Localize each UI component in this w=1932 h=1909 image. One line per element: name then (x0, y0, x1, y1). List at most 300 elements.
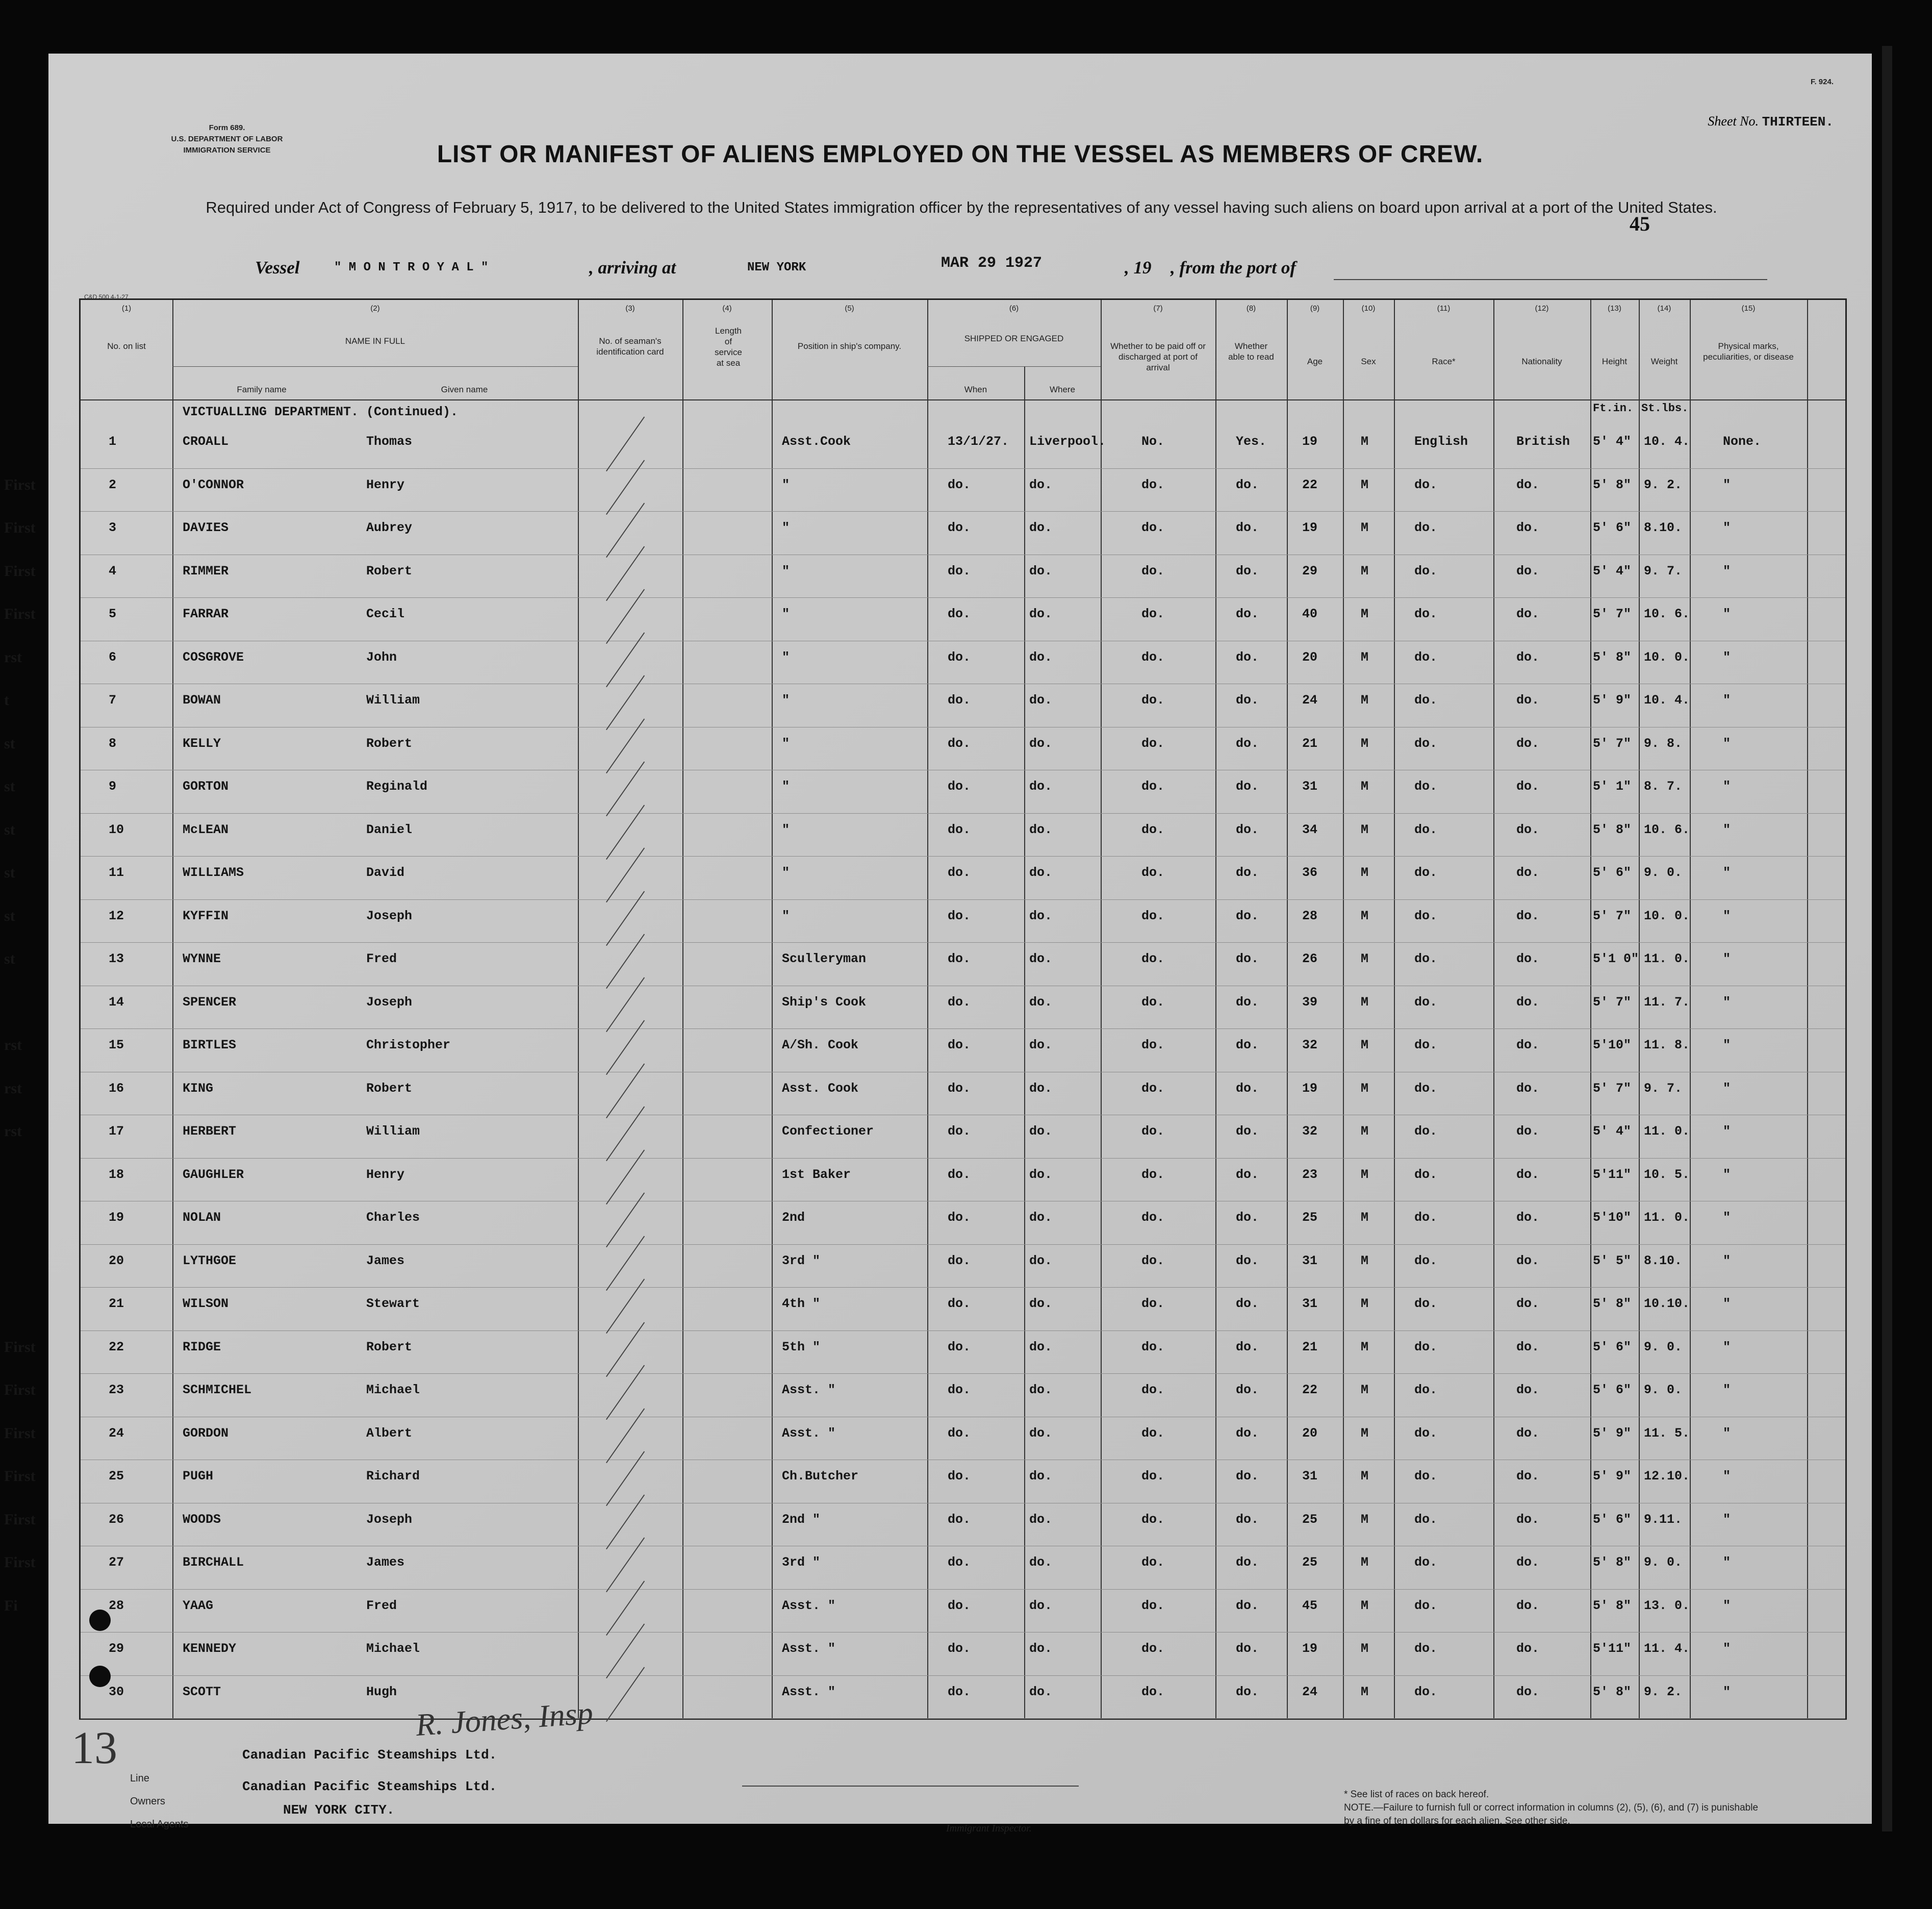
age: 25 (1302, 1210, 1318, 1225)
family-name: YAAG (183, 1598, 214, 1613)
physical-marks: " (1723, 736, 1731, 751)
col-head-10: Sex (1361, 357, 1376, 366)
physical-marks: " (1723, 1124, 1731, 1139)
row-number: 13 (109, 951, 124, 966)
given-name: Hugh (366, 1684, 397, 1699)
table-row (81, 856, 1845, 900)
age: 25 (1302, 1555, 1318, 1570)
family-name: BIRCHALL (183, 1555, 244, 1570)
able-to-read: do. (1236, 1383, 1259, 1397)
row-number: 9 (109, 779, 117, 794)
position: " (782, 520, 790, 535)
row-number: 15 (109, 1038, 124, 1052)
height: 5' 9" (1593, 1469, 1632, 1484)
race: do. (1414, 951, 1438, 966)
able-to-read: do. (1236, 1081, 1259, 1096)
shipped-when: do. (948, 1641, 971, 1656)
margin-annotation: First (4, 1468, 36, 1485)
sex: M (1361, 779, 1369, 794)
nationality: do. (1516, 1253, 1540, 1268)
nationality: do. (1516, 563, 1540, 579)
nationality: do. (1516, 779, 1540, 794)
col-num-14: (14) (1657, 304, 1671, 313)
position: 4th " (782, 1296, 821, 1311)
physical-marks: " (1723, 1253, 1731, 1268)
age: 45 (1302, 1598, 1318, 1613)
col-num-1: (1) (121, 304, 132, 313)
age: 19 (1302, 434, 1318, 449)
family-name: BOWAN (183, 693, 221, 708)
given-name: Albert (366, 1425, 413, 1441)
service: IMMIGRATION SERVICE (183, 146, 271, 155)
check-mark-icon (606, 848, 645, 903)
col-num-5: (5) (845, 304, 854, 313)
able-to-read: do. (1236, 1598, 1259, 1613)
check-mark-icon (606, 805, 645, 860)
paid-off: do. (1141, 1512, 1165, 1527)
table-row (81, 597, 1845, 641)
given-name: Michael (366, 1383, 420, 1397)
shipped-when: do. (948, 1253, 971, 1268)
position: Asst. Cook (782, 1081, 859, 1096)
age: 28 (1302, 908, 1318, 923)
family-name: FARRAR (183, 607, 229, 621)
family-name: WYNNE (183, 951, 221, 966)
shipped-where: do. (1029, 477, 1053, 492)
position: Asst.Cook (782, 434, 851, 449)
shipped-when: do. (948, 520, 971, 535)
paid-off: do. (1141, 1598, 1165, 1613)
age: 36 (1302, 865, 1318, 880)
paid-off: do. (1141, 1555, 1165, 1570)
check-mark-icon (606, 675, 645, 731)
col-num-13: (13) (1608, 304, 1621, 313)
physical-marks: " (1723, 865, 1731, 880)
nationality: do. (1516, 736, 1540, 751)
shipped-when: do. (948, 1684, 971, 1699)
small-code: C&D 500 4-1-27 (84, 293, 129, 300)
shipped-where: do. (1029, 865, 1053, 880)
weight: 10. 6. (1644, 822, 1690, 837)
nationality: do. (1516, 951, 1540, 966)
paid-off: do. (1141, 1210, 1165, 1225)
nationality: do. (1516, 1425, 1540, 1441)
given-name: Robert (366, 563, 413, 579)
margin-annotation: rst (4, 1079, 22, 1097)
col-num-10: (10) (1361, 304, 1376, 313)
margin-annotation: st (4, 907, 15, 924)
inspector-line (742, 1786, 1079, 1787)
shipped-where: do. (1029, 1038, 1053, 1052)
given-name: Henry (366, 477, 405, 492)
scan-edge (1882, 46, 1892, 1831)
shipped-when: do. (948, 1555, 971, 1570)
height: 5'1 0" (1593, 951, 1639, 966)
row-number: 10 (109, 822, 124, 837)
paid-off: do. (1141, 607, 1165, 621)
able-to-read: do. (1236, 563, 1259, 579)
shipped-where: do. (1029, 1383, 1053, 1397)
shipped-where: do. (1029, 1124, 1053, 1139)
physical-marks: " (1723, 1425, 1731, 1441)
form-code: F. 924. (1810, 78, 1834, 86)
given-name: David (366, 865, 405, 880)
family-name: SCOTT (183, 1684, 221, 1699)
shipped-when: do. (948, 908, 971, 923)
margin-annotation: First (4, 1381, 36, 1398)
family-name: NOLAN (183, 1210, 221, 1225)
margin-annotation: rst (4, 1037, 22, 1053)
shipped-where: Liverpool. (1029, 434, 1106, 449)
margin-annotation: First (4, 519, 36, 536)
col-head-12: Nationality (1521, 357, 1562, 366)
race: do. (1414, 1124, 1438, 1139)
height: 5' 8" (1593, 649, 1632, 665)
given-name: Henry (366, 1167, 405, 1182)
paid-off: do. (1141, 1296, 1165, 1311)
position: Asst. " (782, 1425, 836, 1441)
shipped-when: do. (948, 1296, 971, 1311)
row-number: 28 (109, 1598, 124, 1613)
height: 5' 8" (1593, 1296, 1632, 1311)
able-to-read: do. (1236, 1296, 1259, 1311)
race: do. (1414, 520, 1438, 535)
row-number: 12 (109, 908, 124, 923)
age: 29 (1302, 563, 1318, 579)
physical-marks: " (1723, 563, 1731, 579)
age: 20 (1302, 1425, 1318, 1441)
paid-off: do. (1141, 1081, 1165, 1096)
able-to-read: do. (1236, 1555, 1259, 1570)
weight: 11. 0. (1644, 1210, 1690, 1225)
given-name: Aubrey (366, 520, 413, 535)
vessel-value: " M O N T R O Y A L " (334, 261, 489, 274)
family-name: McLEAN (183, 822, 229, 837)
margin-annotation: First (4, 1511, 36, 1528)
height: 5' 7" (1593, 736, 1632, 751)
table-row (81, 1158, 1845, 1202)
nationality: do. (1516, 865, 1540, 880)
margin-annotation: First (4, 562, 36, 580)
shipped-when: do. (948, 1339, 971, 1354)
shipped-when: 13/1/27. (948, 434, 1009, 449)
age: 32 (1302, 1124, 1318, 1139)
height: 5' 8" (1593, 1598, 1632, 1613)
position: 2nd (782, 1210, 805, 1225)
height: 5' 7" (1593, 607, 1632, 621)
given-name: Robert (366, 736, 413, 751)
shipped-where: do. (1029, 908, 1053, 923)
given-name: Thomas (366, 434, 413, 449)
position: A/Sh. Cook (782, 1038, 859, 1052)
position: 3rd " (782, 1253, 821, 1268)
given-name: Michael (366, 1641, 420, 1656)
owners-value: Canadian Pacific Steamships Ltd. (242, 1779, 497, 1794)
col-num-9: (9) (1310, 304, 1320, 313)
sex: M (1361, 865, 1369, 880)
check-mark-icon (606, 1365, 645, 1420)
race: do. (1414, 1038, 1438, 1052)
paid-off: do. (1141, 1253, 1165, 1268)
age: 22 (1302, 1383, 1318, 1397)
nationality: do. (1516, 822, 1540, 837)
physical-marks: " (1723, 1167, 1731, 1182)
age: 31 (1302, 779, 1318, 794)
sex: M (1361, 1124, 1369, 1139)
family-name: KELLY (183, 736, 221, 751)
shipped-when: do. (948, 822, 971, 837)
shipped-where: do. (1029, 520, 1053, 535)
paid-off: do. (1141, 951, 1165, 966)
line-value: Canadian Pacific Steamships Ltd. (242, 1747, 497, 1763)
margin-annotation: rst (4, 1123, 22, 1140)
height: 5' 8" (1593, 1555, 1632, 1570)
date-stamp: MAR 29 1927 (941, 255, 1043, 272)
race: do. (1414, 1167, 1438, 1182)
nationality: do. (1516, 994, 1540, 1010)
able-to-read: do. (1236, 1253, 1259, 1268)
table-row (81, 1503, 1845, 1547)
race: do. (1414, 779, 1438, 794)
weight: 9. 0. (1644, 1383, 1683, 1397)
given-name: Joseph (366, 908, 413, 923)
shipped-when: do. (948, 693, 971, 708)
shipped-when: do. (948, 951, 971, 966)
family-name: KYFFIN (183, 908, 229, 923)
given-name: Fred (366, 951, 397, 966)
sex: M (1361, 1167, 1369, 1182)
race: do. (1414, 1641, 1438, 1656)
able-to-read: do. (1236, 1469, 1259, 1484)
sex: M (1361, 951, 1369, 966)
age: 31 (1302, 1469, 1318, 1484)
position: " (782, 563, 790, 579)
shipped-where: do. (1029, 1641, 1053, 1656)
nationality: do. (1516, 1210, 1540, 1225)
paid-off: do. (1141, 865, 1165, 880)
table-row (81, 555, 1845, 598)
given-name: Cecil (366, 607, 405, 621)
row-number: 5 (109, 607, 117, 621)
table-row (81, 727, 1845, 771)
sheet-number (1619, 114, 1834, 130)
paid-off: do. (1141, 1383, 1165, 1397)
nationality: do. (1516, 1555, 1540, 1570)
col-head-4: Length of service at sea (715, 326, 742, 368)
age: 34 (1302, 822, 1318, 837)
col-head-3: No. of seaman's identification card (596, 336, 664, 357)
paid-off: do. (1141, 822, 1165, 837)
shipped-when: do. (948, 1210, 971, 1225)
row-number: 20 (109, 1253, 124, 1268)
physical-marks: " (1723, 1598, 1731, 1613)
weight: 12.10. (1644, 1469, 1690, 1484)
weight: 10. 4. (1644, 434, 1690, 449)
weight: 11. 0. (1644, 1124, 1690, 1139)
family-name: KENNEDY (183, 1641, 237, 1656)
height: 5' 6" (1593, 520, 1632, 535)
height: 5' 9" (1593, 693, 1632, 708)
given-name: Stewart (366, 1296, 420, 1311)
nationality: do. (1516, 693, 1540, 708)
inspector-label: Immigrant Inspector. (946, 1823, 1032, 1834)
shipped-where: do. (1029, 951, 1053, 966)
table-row (81, 1201, 1845, 1245)
physical-marks: " (1723, 1339, 1731, 1354)
height: 5' 4" (1593, 434, 1632, 449)
family-name: WOODS (183, 1512, 221, 1527)
check-mark-icon (606, 977, 645, 1032)
row-number: 26 (109, 1512, 124, 1527)
race: do. (1414, 1253, 1438, 1268)
height: 5' 7" (1593, 994, 1632, 1010)
col-head-1: No. on list (107, 341, 146, 351)
note-star: * See list of races on back hereof. (1344, 1789, 1489, 1800)
table-row (81, 1675, 1845, 1719)
able-to-read: do. (1236, 994, 1259, 1010)
sex: M (1361, 563, 1369, 579)
paid-off: do. (1141, 1339, 1165, 1354)
paid-off: do. (1141, 693, 1165, 708)
height: 5' 8" (1593, 1684, 1632, 1699)
age: 31 (1302, 1253, 1318, 1268)
physical-marks: " (1723, 693, 1731, 708)
weight: 10. 6. (1644, 607, 1690, 621)
given-name: James (366, 1253, 405, 1268)
shipped-where: do. (1029, 1210, 1053, 1225)
able-to-read: do. (1236, 693, 1259, 708)
nationality: do. (1516, 607, 1540, 621)
name-subdivider (172, 366, 578, 367)
family-name: CROALL (183, 434, 229, 449)
col-num-12: (12) (1535, 304, 1549, 313)
able-to-read: Yes. (1236, 434, 1267, 449)
row-number: 25 (109, 1469, 124, 1484)
table-row (81, 641, 1845, 685)
sex: M (1361, 1684, 1369, 1699)
shipped-where: do. (1029, 649, 1053, 665)
row-number: 4 (109, 563, 117, 579)
table-row (81, 1330, 1845, 1374)
shipped-when: do. (948, 1038, 971, 1052)
age: 31 (1302, 1296, 1318, 1311)
nationality: do. (1516, 477, 1540, 492)
age: 39 (1302, 994, 1318, 1010)
col-head-when: When (964, 385, 987, 394)
col-head-14: Weight (1650, 357, 1678, 366)
family-name: GAUGHLER (183, 1167, 244, 1182)
col-head-7: Whether to be paid off or discharged at port of arrival (1110, 341, 1206, 372)
family-name: WILSON (183, 1296, 229, 1311)
check-mark-icon (606, 1063, 645, 1118)
height: 5'10" (1593, 1210, 1632, 1225)
row-number: 3 (109, 520, 117, 535)
weight: 8. 7. (1644, 779, 1683, 794)
col-head-9: Age (1307, 357, 1323, 366)
race: do. (1414, 1684, 1438, 1699)
able-to-read: do. (1236, 1038, 1259, 1052)
sex: M (1361, 1512, 1369, 1527)
paid-off: do. (1141, 563, 1165, 579)
vessel-label: Vessel (255, 258, 300, 278)
weight: 11. 0. (1644, 951, 1690, 966)
race: do. (1414, 1555, 1438, 1570)
weight: 9. 0. (1644, 1555, 1683, 1570)
check-mark-icon (606, 503, 645, 558)
height: 5' 8" (1593, 477, 1632, 492)
check-mark-icon (606, 1580, 645, 1636)
paid-off: do. (1141, 1038, 1165, 1052)
row-number: 30 (109, 1684, 124, 1699)
able-to-read: do. (1236, 736, 1259, 751)
margin-annotation: st (4, 950, 15, 967)
shipped-where: do. (1029, 1555, 1053, 1570)
family-name: SCHMICHEL (183, 1383, 252, 1397)
check-mark-icon (606, 632, 645, 687)
margin-annotation: st (4, 864, 15, 881)
shipped-when: do. (948, 563, 971, 579)
shipped-where: do. (1029, 1253, 1053, 1268)
weight: 10. 4. (1644, 693, 1690, 708)
able-to-read: do. (1236, 951, 1259, 966)
shipped-where: do. (1029, 1512, 1053, 1527)
weight: 10. 5. (1644, 1167, 1690, 1182)
age: 21 (1302, 736, 1318, 751)
shipped-where: do. (1029, 1469, 1053, 1484)
given-name: Reginald (366, 779, 428, 794)
race: do. (1414, 1210, 1438, 1225)
row-number: 22 (109, 1339, 124, 1354)
position: " (782, 607, 790, 621)
sex: M (1361, 736, 1369, 751)
physical-marks: " (1723, 994, 1731, 1010)
year-label: , 19 (1125, 258, 1152, 278)
check-mark-icon (606, 417, 645, 472)
nationality: do. (1516, 1124, 1540, 1139)
able-to-read: do. (1236, 779, 1259, 794)
check-mark-icon (606, 762, 645, 817)
race: English (1414, 434, 1468, 449)
physical-marks: " (1723, 1555, 1731, 1570)
row-number: 16 (109, 1081, 124, 1096)
able-to-read: do. (1236, 1167, 1259, 1182)
table-row (81, 1546, 1845, 1590)
shipped-when: do. (948, 1512, 971, 1527)
physical-marks: " (1723, 1512, 1731, 1527)
check-mark-icon (606, 1451, 645, 1506)
paid-off: do. (1141, 1167, 1165, 1182)
shipped-where: do. (1029, 822, 1053, 837)
physical-marks: " (1723, 649, 1731, 665)
height: 5'11" (1593, 1641, 1632, 1656)
weight: 11. 4. (1644, 1641, 1690, 1656)
table-row (81, 1115, 1845, 1159)
col-head-15: Physical marks, peculiarities, or disease (1703, 341, 1794, 362)
arriving-value: NEW YORK (747, 261, 806, 274)
shipped-where: do. (1029, 1167, 1053, 1182)
physical-marks: " (1723, 477, 1731, 492)
shipped-when: do. (948, 1598, 971, 1613)
physical-marks: " (1723, 1296, 1731, 1311)
physical-marks: " (1723, 1210, 1731, 1225)
shipped-where: do. (1029, 1339, 1053, 1354)
weight: 9. 2. (1644, 477, 1683, 492)
physical-marks: " (1723, 1641, 1731, 1656)
weight: 10. 0. (1644, 908, 1690, 923)
check-mark-icon (606, 1538, 645, 1593)
shipped-where: do. (1029, 693, 1053, 708)
agents-label: Local Agents (130, 1819, 189, 1830)
